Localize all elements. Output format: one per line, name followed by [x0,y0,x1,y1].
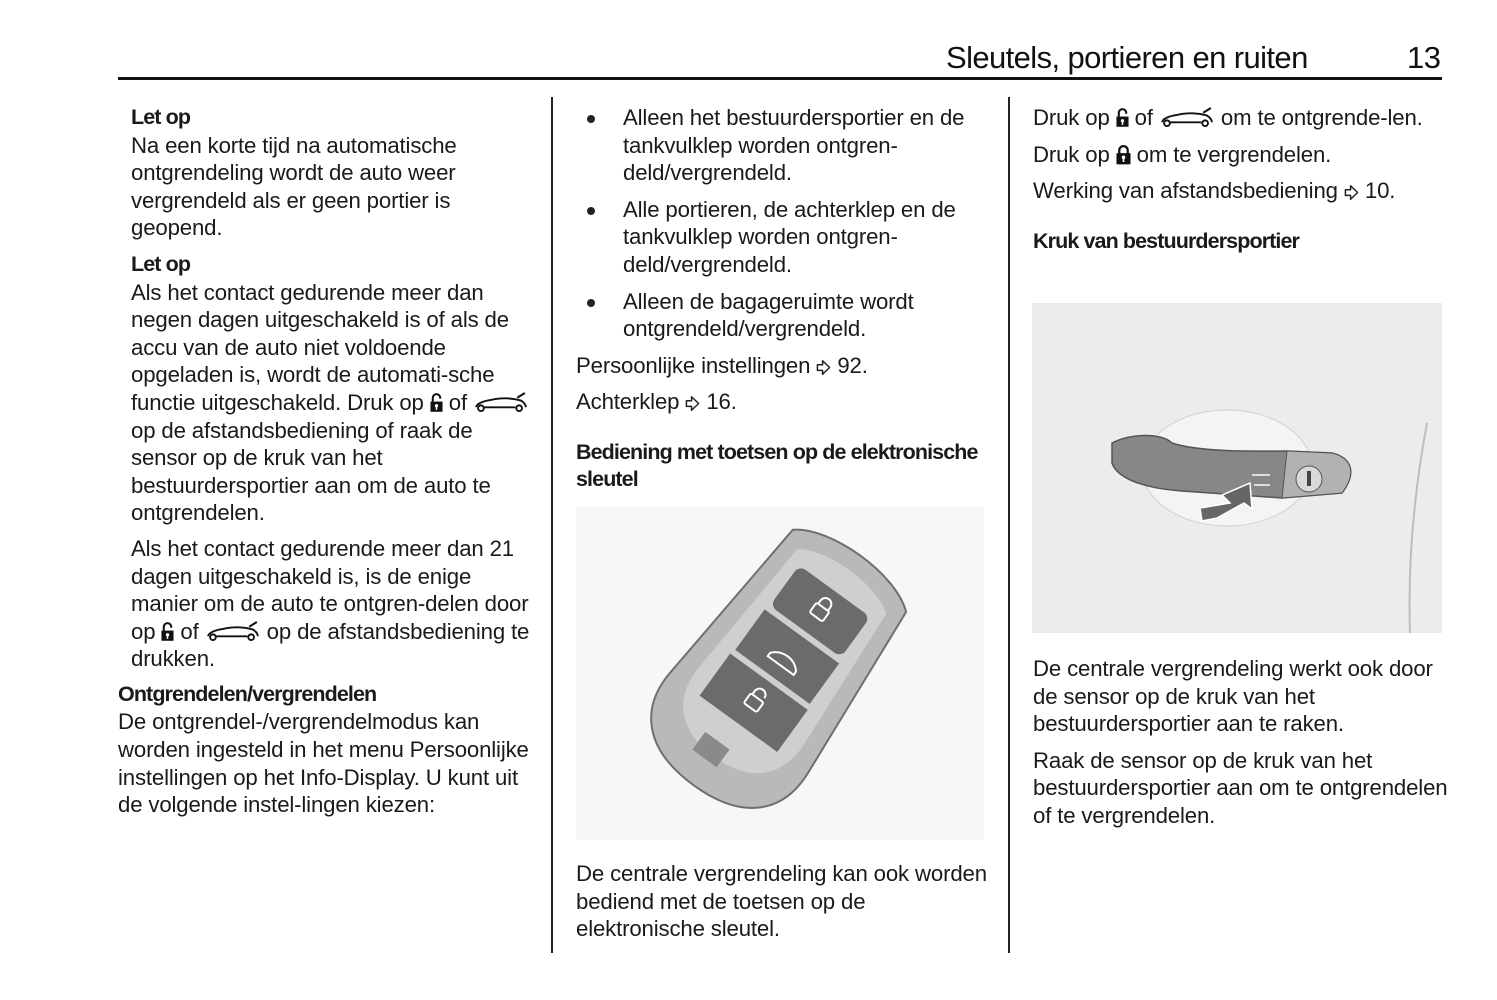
caption-text: De centrale vergrendeling kan ook worden bediend met de toetsen op de elektronische sleutel. [576,861,987,942]
lock-padlock-icon [1116,144,1131,165]
reference-page: 92. [837,352,868,378]
cross-reference[interactable] [576,352,991,380]
column-divider-1 [551,97,553,953]
figure-caption [576,860,991,943]
note-text-part: of [448,389,467,415]
note-text-part: Als het contact gedurende meer dan negen dagen uitgeschakeld is of als de accu van de auto niet voldoende opgeladen is, wordt de automati-sche functie uitgeschakeld. Druk op [131,279,509,415]
list-item [576,288,991,343]
column-divider-2 [1008,97,1010,953]
section-heading: Bediening met toetsen op de elektronische sleutel [576,439,978,492]
note-block-2 [118,251,533,673]
column-3-body [1033,655,1448,830]
note-text [131,279,533,527]
note-text-part: op de afstandsbediening of raak de sensor op de kruk van het bestuurdersportier aan om de auto te ontgrendelen. [131,417,491,526]
reference-text: Persoonlijke instellingen [576,352,811,378]
note-text-part: op de afstandsbediening te drukken. [131,618,530,672]
list-item-text: Alle portieren, de achterklep en de tankvulklep worden ontgren-deld/vergrendeld. [623,196,956,277]
bullet-icon [587,115,595,123]
car-tailgate-icon [473,392,529,413]
bullet-icon [587,299,595,307]
car-tailgate-icon [1159,107,1215,128]
page-number: 13 [1407,40,1441,75]
reference-arrow-icon [816,359,831,376]
note-text [131,535,533,673]
unlock-padlock-icon [430,392,443,413]
section-heading: Ontgrendelen/vergrendelen [118,681,377,706]
electronic-key-fob-illustration [576,507,984,840]
car-tailgate-icon [205,621,261,642]
reference-text: Werking van afstandsbediening [1033,178,1338,204]
reference-text: Achterklep [576,389,680,415]
note-label: Let op [131,251,191,276]
list-item [576,104,991,187]
instruction-text: of [1134,105,1153,130]
list-item [576,196,991,279]
reference-page: 16. [706,389,737,415]
list-item-text: Alleen de bagageruimte wordt ontgrendeld/vergrendeld. [623,288,914,342]
section-heading: Kruk van bestuurdersportier [1033,228,1300,253]
instruction-unlock [1033,104,1448,132]
page-header-title: Sleutels, portieren en ruiten [946,40,1308,75]
cross-reference[interactable] [576,388,991,416]
cross-reference[interactable] [1033,177,1448,205]
note-text-part: Als het contact gedurende meer dan 21 dagen uitgeschakeld is, is de enige manier om de auto te ontgren-delen door op [131,535,529,644]
column-3 [1033,104,1448,255]
list-item-text: Alleen het bestuurdersportier en de tankvulklep worden ontgren-deld/vergrendeld. [623,105,965,186]
instruction-text: Druk op [1033,141,1110,167]
door-handle-sensor-illustration [1032,303,1442,633]
note-text-part: of [180,618,199,644]
reference-arrow-icon [1344,184,1359,201]
reference-page: 10. [1364,178,1396,204]
column-2 [576,104,991,494]
paragraph: De centrale vergrendeling werkt ook door de sensor op de kruk van het bestuurdersportier aan te raken. [1033,656,1433,737]
instruction-text: om te ontgrende-len. [1220,105,1423,130]
unlock-padlock-icon [161,621,174,642]
bullet-icon [587,207,595,215]
note-block-1 [118,104,533,242]
note-text: Na een korte tijd na automatische ontgrendeling wordt de auto weer vergrendeld als er geen portier is geopend. [131,132,457,241]
instruction-text: om te vergrendelen. [1136,141,1332,167]
section-text: De ontgrendel-/vergrendelmodus kan worden ingesteld in het menu Persoonlijke instellingen op het Info-Display. U kunt uit de volgende instel-lingen kiezen: [118,709,529,818]
instruction-lock [1033,141,1448,169]
note-label: Let op [131,105,191,129]
header-divider [118,77,1442,80]
unlock-padlock-icon [1116,107,1129,128]
column-1 [118,104,533,819]
reference-arrow-icon [685,395,700,412]
instruction-text: Druk op [1033,105,1110,130]
paragraph: Raak de sensor op de kruk van het bestuurdersportier aan om te ontgrendelen of te vergrendelen. [1033,747,1448,828]
